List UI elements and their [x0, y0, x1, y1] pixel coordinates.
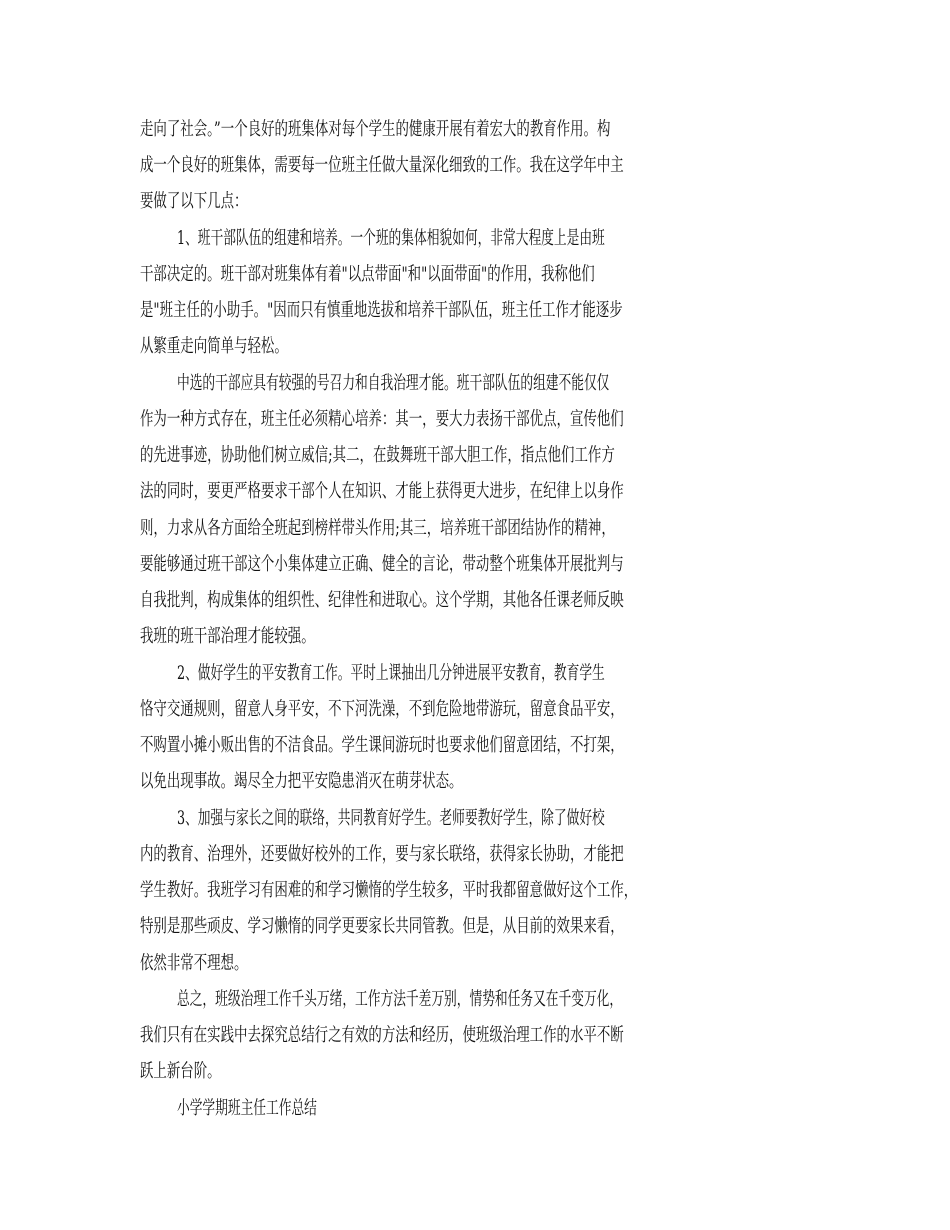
text-line: 我们只有在实践中去探究总结行之有效的方法和经历，使班级治理工作的水平不断: [140, 1025, 624, 1046]
text-line: 1、班干部队伍的组建和培养。一个班的集体相貌如何，非常大程度上是由班: [177, 228, 605, 249]
text-line: 要能够通过班干部这个小集体建立正确、健全的言论，带动整个班集体开展批判与: [140, 554, 624, 575]
text-line: 中选的干部应具有较强的号召力和自我治理才能。班干部队伍的组建不能仅仅: [177, 373, 610, 394]
text-line: 是"班主任的小助手。"因而只有慎重地选拔和培养干部队伍，班主任工作才能逐步: [140, 300, 623, 321]
text-line: 自我批判，构成集体的组织性、纪律性和进取心。这个学期，其他各任课老师反映: [140, 590, 624, 611]
text-line: 恪守交通规则，留意人身平安，不下河洗澡，不到危险地带游玩，留意食品平安，: [140, 699, 624, 720]
text-line: 要做了以下几点：: [140, 191, 248, 212]
text-line: 法的同时，要更严格要求干部个人在知识、才能上获得更大进步，在纪律上以身作: [140, 481, 624, 502]
text-line: 作为一种方式存在，班主任必须精心培养：其一，要大力表扬干部优点，宣传他们: [140, 409, 624, 430]
text-line: 3、加强与家长之间的联络，共同教育好学生。老师要教好学生，除了做好校: [177, 808, 605, 829]
text-line: 总之，班级治理工作千头万绪，工作方法千差万别，情势和任务又在千变万化，: [177, 989, 623, 1010]
text-line: 则，力求从各方面给全班起到榜样带头作用;其三，培养班干部团结协作的精神，: [140, 518, 615, 539]
text-line: 从繁重走向简单与轻松。: [140, 336, 288, 357]
text-line: 不购置小摊小贩出售的不洁食品。学生课间游玩时也要求他们留意团结，不打架，: [140, 735, 624, 756]
text-line: 以免出现事故。竭尽全力把平安隐患消灭在萌芽状态。: [140, 771, 463, 792]
text-line: 依然非常不理想。: [140, 953, 248, 974]
text-line: 干部决定的。班干部对班集体有着"以点带面"和"以面带面"的作用，我称他们: [140, 264, 595, 285]
text-line: 内的教育、治理外，还要做好校外的工作，要与家长联络，获得家长协助，才能把: [140, 844, 624, 865]
text-line: 跃上新台阶。: [140, 1061, 221, 1082]
text-line: 的先进事迹，协助他们树立威信;其二，在鼓舞班干部大胆工作，指点他们工作方: [140, 445, 615, 466]
text-line: 学生教好。我班学习有困难的和学习懒惰的学生较多，平时我都留意做好这个工作，: [140, 880, 638, 901]
text-line: 走向了社会。”一个良好的班集体对每个学生的健康开展有着宏大的教育作用。构: [140, 119, 611, 140]
text-line: 特别是那些顽皮、学习懒惰的同学更要家长共同管教。但是，从目前的效果来看，: [140, 916, 624, 937]
text-line: 2、做好学生的平安教育工作。平时上课抽出几分钟进展平安教育，教育学生: [177, 663, 605, 684]
text-line: 我班的班干部治理才能较强。: [140, 626, 315, 647]
text-line: 成一个良好的班集体，需要每一位班主任做大量深化细致的工作。我在这学年中主: [140, 155, 624, 176]
section-title: 小学学期班主任工作总结: [177, 1098, 317, 1119]
